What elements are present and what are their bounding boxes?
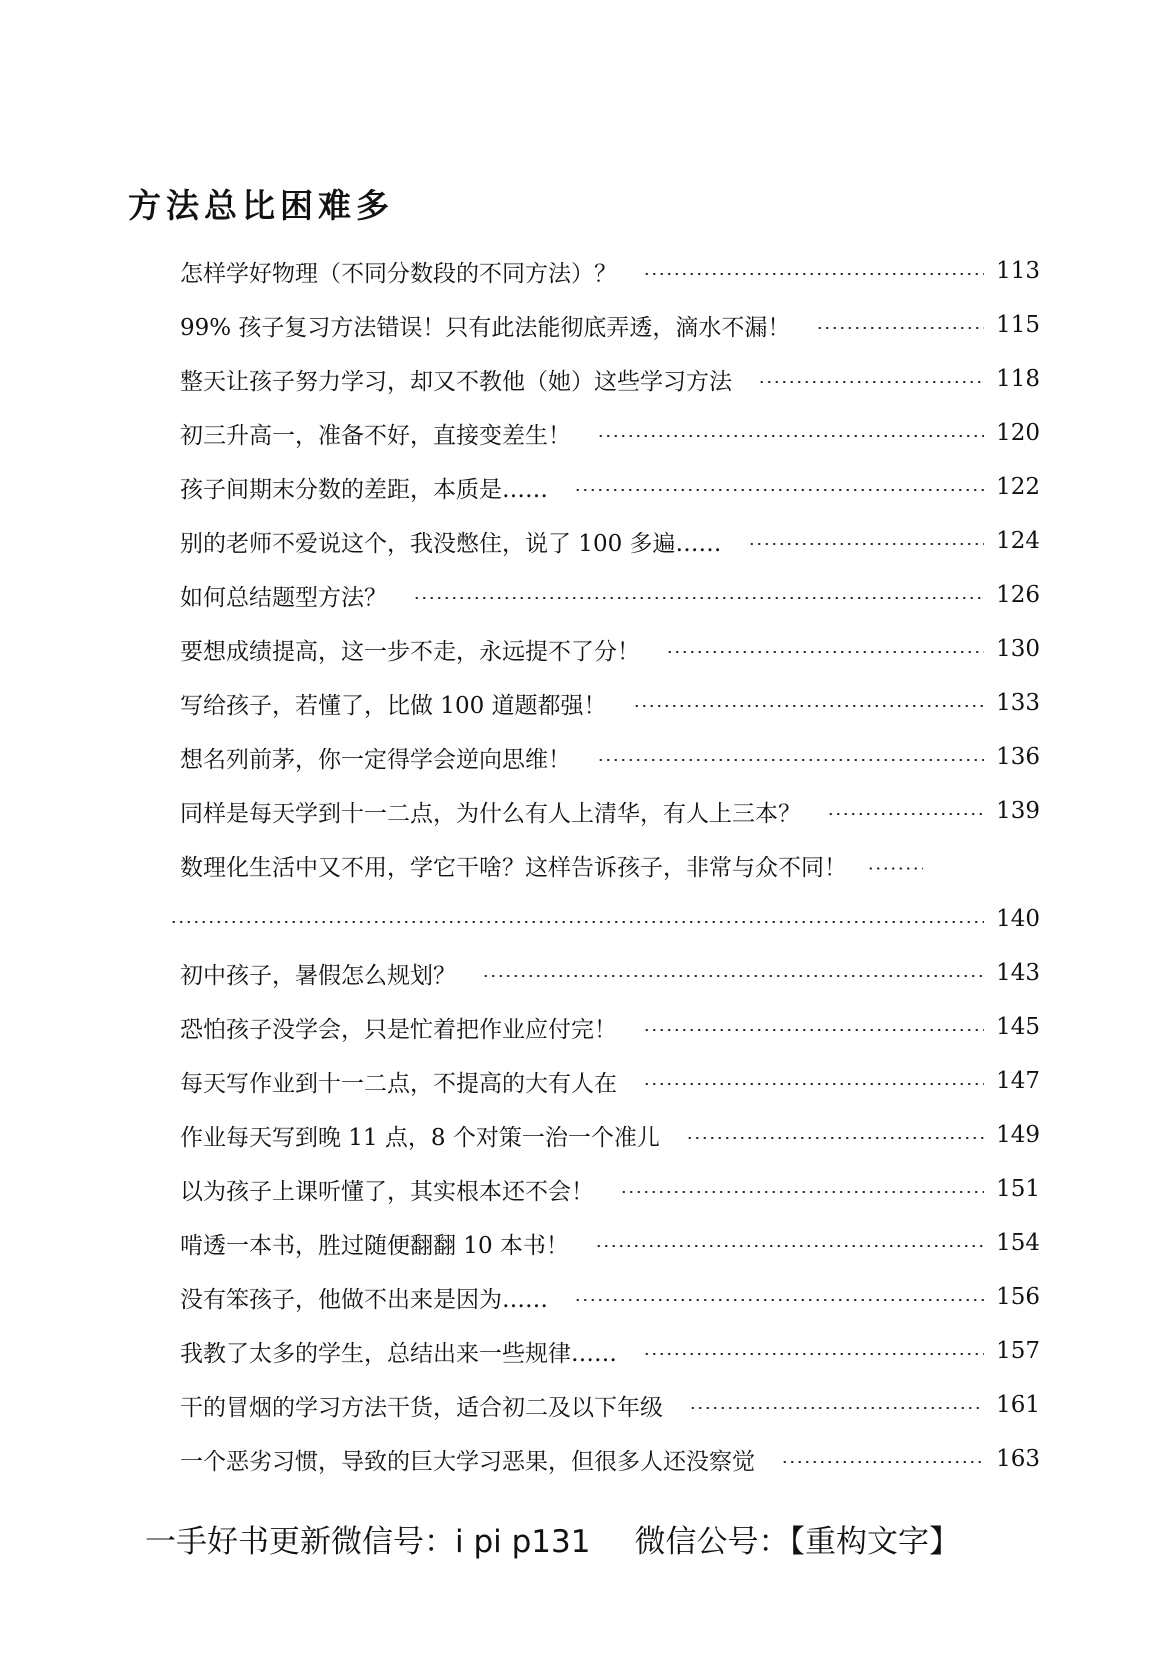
toc-entry-title: 我教了太多的学生，总结出来一些规律……	[180, 1340, 617, 1367]
toc-entry[interactable]	[180, 352, 1040, 406]
dot-leader	[748, 543, 985, 545]
table-of-contents	[180, 244, 1040, 1486]
toc-entry-title: 99% 孩子复习方法错误！只有此法能彻底弄透，滴水不漏！	[180, 314, 791, 341]
dot-leader	[643, 1353, 984, 1355]
toc-page-number: 122	[996, 474, 1040, 500]
toc-entry-title: 别的老师不爱说这个，我没憋住，说了 100 多遍……	[180, 530, 722, 557]
toc-page-number: 145	[996, 1014, 1040, 1040]
dot-leader	[758, 381, 984, 383]
toc-page-number: 151	[996, 1176, 1040, 1202]
dot-leader	[595, 1245, 984, 1247]
dot-leader	[574, 489, 984, 491]
toc-entry[interactable]	[180, 406, 1040, 460]
toc-page-number: 139	[996, 798, 1040, 824]
dot-leader	[574, 1299, 984, 1301]
toc-page-number: 120	[996, 420, 1040, 446]
toc-page-number: 147	[996, 1068, 1040, 1094]
toc-page-number: 143	[996, 960, 1040, 986]
dot-leader	[620, 1191, 984, 1193]
toc-entry-title: 整天让孩子努力学习，却又不教他（她）这些学习方法	[180, 368, 732, 395]
toc-entry[interactable]	[180, 1216, 1040, 1270]
toc-entry-title: 孩子间期末分数的差距，本质是……	[180, 476, 548, 503]
dot-leader	[413, 597, 984, 599]
footer-official-account: 微信公号：【重构文字】	[634, 1524, 960, 1560]
toc-entry-title: 干的冒烟的学习方法干货，适合初二及以下年级	[180, 1394, 663, 1421]
toc-entry-title: 一个恶劣习惯，导致的巨大学习恶果，但很多人还没察觉	[180, 1448, 755, 1475]
toc-entry[interactable]	[180, 946, 1040, 1000]
toc-page-number: 124	[996, 528, 1040, 554]
toc-page-number: 157	[996, 1338, 1040, 1364]
toc-entry[interactable]	[180, 244, 1040, 298]
toc-entry-title: 啃透一本书，胜过随便翻翻 10 本书！	[180, 1232, 569, 1259]
toc-entry-title: 同样是每天学到十一二点，为什么有人上清华，有人上三本？	[180, 800, 801, 827]
toc-entry[interactable]	[180, 1378, 1040, 1432]
toc-page-number: 161	[996, 1392, 1040, 1418]
dot-leader	[689, 1407, 984, 1409]
dot-leader	[643, 1029, 984, 1031]
toc-page-number: 126	[996, 582, 1040, 608]
toc-entry[interactable]	[180, 1162, 1040, 1216]
toc-entry-title: 初三升高一，准备不好，直接变差生！	[180, 422, 571, 449]
toc-entry[interactable]	[180, 622, 1040, 676]
toc-page-number: 133	[996, 690, 1040, 716]
section-title: 方法总比困难多	[128, 186, 394, 225]
toc-entry-title: 写给孩子，若懂了，比做 100 道题都强！	[180, 692, 607, 719]
toc-entry-title: 数理化生活中又不用，学它干啥？这样告诉孩子，非常与众不同！	[180, 854, 847, 881]
toc-entry[interactable]	[180, 730, 1040, 784]
toc-entry[interactable]	[180, 1432, 1040, 1486]
toc-entry[interactable]	[180, 838, 1040, 946]
dot-leader	[666, 651, 984, 653]
dot-leader	[827, 813, 984, 815]
toc-entry[interactable]	[180, 676, 1040, 730]
toc-page-number: 113	[996, 258, 1040, 284]
dot-leader	[643, 1083, 984, 1085]
toc-page-number: 163	[996, 1446, 1040, 1472]
toc-page-number: 115	[996, 312, 1040, 338]
toc-entry-second-line	[170, 892, 1040, 946]
toc-entry-title: 要想成绩提高，这一步不走，永远提不了分！	[180, 638, 640, 665]
footer-wechat-id: 一手好书更新微信号：i pi p131	[145, 1524, 591, 1560]
dot-leader	[781, 1461, 984, 1463]
dot-leader	[633, 705, 985, 707]
toc-page-number: 136	[996, 744, 1040, 770]
toc-entry-title: 每天写作业到十一二点，不提高的大有人在	[180, 1070, 617, 1097]
toc-entry-title: 恐怕孩子没学会，只是忙着把作业应付完！	[180, 1016, 617, 1043]
toc-entry-title: 作业每天写到晚 11 点，8 个对策一治一个准儿	[180, 1124, 660, 1151]
toc-entry[interactable]	[180, 298, 1040, 352]
toc-entry[interactable]	[180, 1054, 1040, 1108]
toc-entry-title: 想名列前茅，你一定得学会逆向思维！	[180, 746, 571, 773]
toc-entry[interactable]	[180, 514, 1040, 568]
dot-leader	[816, 327, 984, 329]
toc-entry[interactable]	[180, 568, 1040, 622]
dot-leader	[597, 435, 984, 437]
toc-entry-title: 以为孩子上课听懂了，其实根本还不会！	[180, 1178, 594, 1205]
toc-entry[interactable]	[180, 1270, 1040, 1324]
dot-leader	[482, 975, 984, 977]
dot-leader	[170, 921, 984, 923]
dot-leader	[867, 867, 923, 870]
toc-entry-title: 初中孩子，暑假怎么规划？	[180, 962, 456, 989]
toc-entry-title: 没有笨孩子，他做不出来是因为……	[180, 1286, 548, 1313]
toc-page-number: 154	[996, 1230, 1040, 1256]
toc-entry[interactable]	[180, 1324, 1040, 1378]
toc-entry-title: 怎样学好物理（不同分数段的不同方法）？	[180, 260, 617, 287]
toc-entry[interactable]	[180, 784, 1040, 838]
toc-page-number: 130	[996, 636, 1040, 662]
toc-entry-first-line	[180, 838, 1040, 892]
dot-leader	[686, 1137, 984, 1139]
toc-entry[interactable]	[180, 1000, 1040, 1054]
footer-note	[145, 1522, 960, 1562]
toc-page-number: 149	[996, 1122, 1040, 1148]
toc-entry[interactable]	[180, 460, 1040, 514]
toc-entry-title: 如何总结题型方法？	[180, 584, 387, 611]
toc-entry[interactable]	[180, 1108, 1040, 1162]
toc-page-number: 140	[996, 906, 1040, 932]
dot-leader	[597, 759, 984, 761]
dot-leader	[643, 273, 984, 275]
toc-page-number: 118	[996, 366, 1040, 392]
toc-page-number: 156	[996, 1284, 1040, 1310]
